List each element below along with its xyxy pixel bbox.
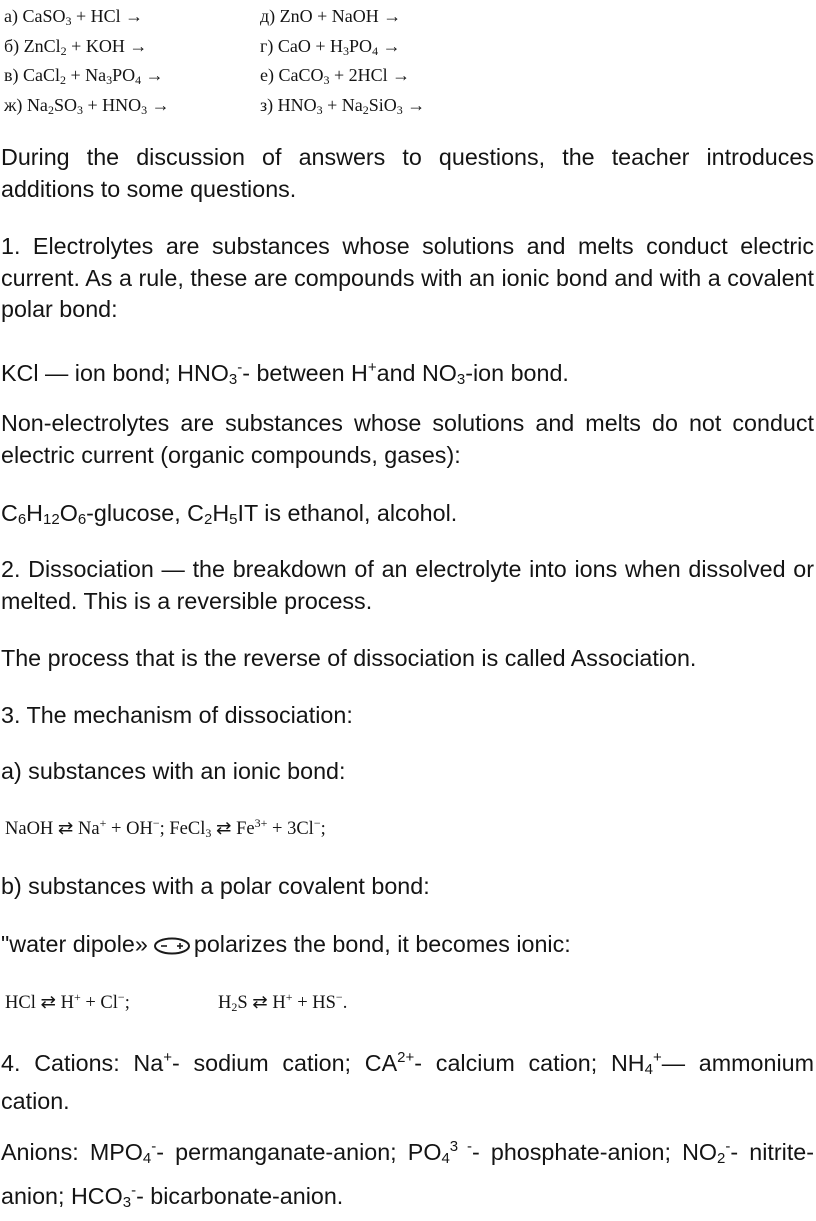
reaction-e: е) CaCO$_3$ + 2HCl → [260, 65, 411, 87]
intro-paragraph: During the discussion of answers to questions, the teacher introduces additions to some questions. [1, 144, 814, 202]
item1-nonelectrolytes: Non-electrolytes are substances whose solutions and melts do not conduct electric current (organic compounds, gases): [1, 410, 814, 468]
equation-hcl: HCl ⇄ H+ + Cl−; [5, 990, 130, 1013]
item2-dissociation: 2. Dissociation — the breakdown of an electrolyte into ions when dissolved or melted. This is a reversible process. [1, 556, 814, 614]
item1-electrolytes: 1. Electrolytes are substances whose solutions and melts conduct electric current. As a rule, these are compounds with an ionic bond and with a covalent polar bond: [1, 233, 814, 322]
item2-association: The process that is the reverse of dissociation is called Association. [1, 645, 697, 671]
item1-examples: KCl — ion bond; HNO3-- between H+and NO3-ion bond. [1, 359, 569, 388]
item4-cations: 4. Cations: Na+- sodium cation; $CA^{2+}-$ calcium cation; NH4+— ammonium cation. [1, 1049, 814, 1114]
water-dipole-icon [152, 935, 192, 957]
equation-h2s: $H_2S$ ⇄ H+ + HS−. [218, 990, 348, 1014]
reaction-row [4, 91, 474, 121]
item1-nonel-examples: C6H12O6-glucose, C2H5IT is ethanol, alcohol. [1, 500, 458, 528]
item3-b-label: b) substances with a polar covalent bond: [1, 873, 430, 899]
equation-ionic: NaOH ⇄ Na+ + OH−; FeCl$_3$ ⇄ $Fe^{3+} + 3Cl^-$; [5, 816, 326, 840]
reactions-list [4, 2, 474, 120]
item3-dipole-line: "water dipole» polarizes the bond, it becomes ionic: [1, 931, 571, 957]
reaction-zh: ж) $Na_2SO_3 + HNO_3$ → [4, 94, 170, 117]
reaction-row [4, 61, 474, 91]
reaction-v: в) CaCl$_2$ + $Na_3PO_4$ → [4, 65, 164, 87]
item3-a-label: a) substances with an ionic bond: [1, 758, 346, 784]
reaction-z: з) $HNO_3 + Na_2SiO_3$ → [260, 94, 426, 117]
reaction-row [4, 32, 474, 62]
reaction-row [4, 2, 474, 32]
item4-anions: Anions: MPO4-- permanganate-anion; $PO4^{3 -}-$ phosphate-anion; NO2-- nitrite-anion; HCO3-- bicarbonate-anion. [1, 1138, 815, 1211]
item3-title: 3. The mechanism of dissociation: [1, 702, 353, 728]
reaction-a: а) CaSO$_3$ + HCl → [4, 6, 144, 28]
reaction-b: б) ZnCl$_2$ + KOH → [4, 35, 148, 58]
reaction-g: г) CaO + $H_3PO_4$ → [260, 35, 401, 58]
reaction-d: д) ZnO + NaOH → [260, 6, 402, 26]
